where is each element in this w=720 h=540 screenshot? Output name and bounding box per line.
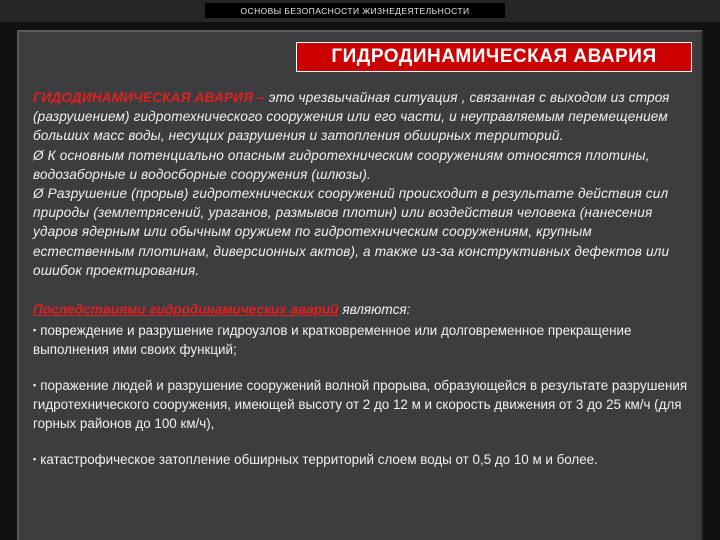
consequence-item-3 xyxy=(33,450,693,469)
definition-bullet-1: Ø К основным потенциально опасным гидротехническим сооружениям относятся плотины, водозаборные и водосборные сооружения (шлюзы). xyxy=(33,147,650,182)
topic-strip: ОСНОВЫ БЕЗОПАСНОСТИ ЖИЗНЕДЕЯТЕЛЬНОСТИ xyxy=(205,3,505,18)
consequence-item-1 xyxy=(33,321,693,359)
consequence-text-1: повреждение и разрушение гидроузлов и кратковременное или долговременное прекращение выполнения ими своих функций; xyxy=(33,323,632,358)
consequences-heading xyxy=(33,300,693,319)
consequences-heading-term: Последствиями гидродинамических аварий xyxy=(33,302,339,318)
definition-paragraph xyxy=(33,88,693,280)
definition-text: это чрезвычайная ситуация , связанная с выходом из строя (разрушением) гидротехнического сооружения или его части, и неуправляемым перемещением больших масс воды, несущих разрушения и затопления обширных территорий. xyxy=(33,90,670,144)
square-bullet-icon: ▪ xyxy=(33,325,37,336)
consequence-text-2: поражение людей и разрушение сооружений волной прорыва, образующейся в результате разрушения гидротехнического сооружения, имеющей высоту от 2 до 12 м и скорость движения от 3 до 25 км/ч (для горных районов до 100 км/ч), xyxy=(33,378,688,432)
definition-bullet-2: Ø Разрушение (прорыв) гидротехнических сооружений происходит в результате действия сил природы (землетрясений, ураганов, размывов плотин) или воздействия человека (нанесения ударов ядерным или обычным оружием по гидротехническим сооружениям, крупным естественным плотинам, диверсионных актов), а также из-за конструктивных дефектов или ошибок проектирования. xyxy=(33,186,670,278)
definition-term: ГИДОДИНАМИЧЕСКАЯ АВАРИЯ – xyxy=(33,90,265,105)
consequence-text-3: катастрофическое затопление обширных территорий слоем воды от 0,5 до 10 м и более. xyxy=(40,452,598,468)
slide-content xyxy=(33,88,693,469)
square-bullet-icon: ▪ xyxy=(33,454,37,465)
top-band xyxy=(0,0,720,22)
slide-title: ГИДРОДИНАМИЧЕСКАЯ АВАРИЯ xyxy=(296,42,692,72)
square-bullet-icon: ▪ xyxy=(33,380,37,391)
consequences-heading-suffix: являются: xyxy=(338,302,411,318)
consequence-item-2 xyxy=(33,376,693,433)
